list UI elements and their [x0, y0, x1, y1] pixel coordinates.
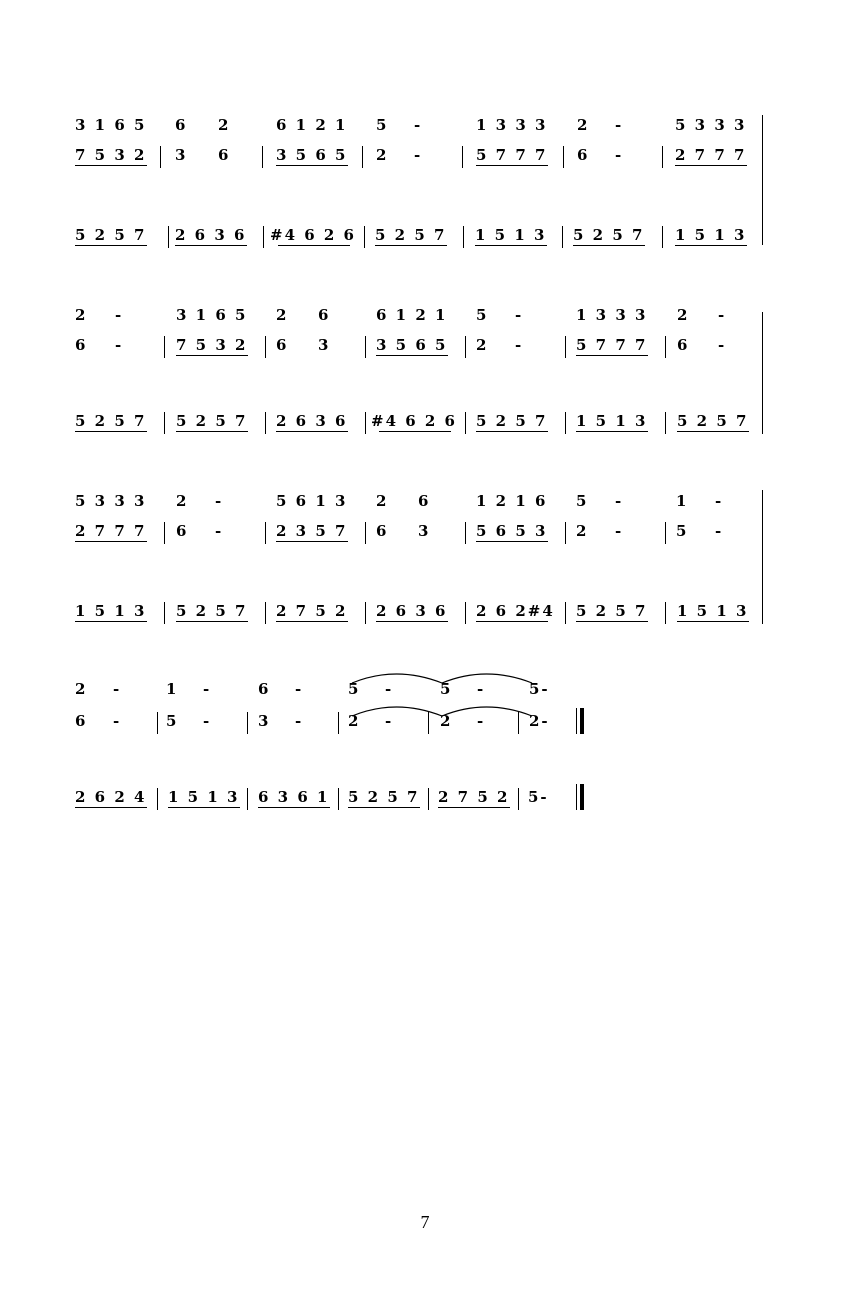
bar-line	[428, 712, 429, 734]
system-4-lower-melody: 6 - 5 - 3 - 2 - 2 - 2-	[0, 706, 850, 736]
system-2-accompaniment: 5 2 5 7 5 2 5 7 2 6 3 6 #4 6 2 6 5 2 5 7 1 5 1 3 5 2 5 7	[0, 406, 850, 436]
system-1-lower-melody: 7 5 3 2 3 6 3 5 6 5 2 - 5 7 7 7 6 - 2 7 7 7	[0, 140, 850, 170]
beam-line	[438, 807, 510, 808]
system-4-accompaniment: 2 6 2 4 1 5 1 3 6 3 6 1 5 2 5 7 2 7 5 2 5-	[0, 782, 850, 812]
system-3-lower-melody: 2 7 7 7 6 - 2 3 5 7 6 3 5 6 5 3 2 - 5 -	[0, 516, 850, 546]
bar-line	[157, 712, 158, 734]
final-barline-thin	[576, 784, 577, 810]
system-2-lower-melody: 6 - 7 5 3 2 6 3 3 5 6 5 2 - 5 7 7 7 6 -	[0, 330, 850, 360]
system-2-upper-melody: 2 - 3 1 6 5 2 6 6 1 2 1 5 - 1 3 3 3 2 -	[75, 306, 727, 324]
final-barline-thin	[576, 708, 577, 734]
bar-line	[338, 788, 339, 810]
final-barline-thick	[580, 708, 584, 734]
beam-line	[75, 807, 147, 808]
beam-line	[258, 807, 330, 808]
system-1-upper-melody: 3 1 6 5 6 2 6 1 2 1 5 - 1 3 3 3 2 - 5 3 3 3	[75, 116, 747, 134]
beam-line	[168, 807, 240, 808]
final-barline-thick	[580, 784, 584, 810]
bar-line	[428, 788, 429, 810]
bar-line	[518, 788, 519, 810]
bar-line	[338, 712, 339, 734]
bar-line	[247, 788, 248, 810]
page-number: 7	[420, 1212, 430, 1232]
system-3-upper-melody: 5 3 3 3 2 - 5 6 1 3 2 6 1 2 1 6 5 - 1 -	[75, 492, 724, 510]
system-3-accompaniment: 1 5 1 3 5 2 5 7 2 7 5 2 2 6 3 6 2 6 2#4 5 2 5 7 1 5 1 3	[0, 596, 850, 626]
system-1-accompaniment: 5 2 5 7 2 6 3 6 #4 6 2 6 5 2 5 7 1 5 1 3 5 2 5 7 1 5 1 3	[0, 220, 850, 250]
bar-line	[157, 788, 158, 810]
beam-line	[348, 807, 420, 808]
bar-line	[518, 712, 519, 734]
bar-line	[247, 712, 248, 734]
system-4-upper-melody: 2 - 1 - 6 - 5 - 5 - 5-	[75, 680, 550, 698]
